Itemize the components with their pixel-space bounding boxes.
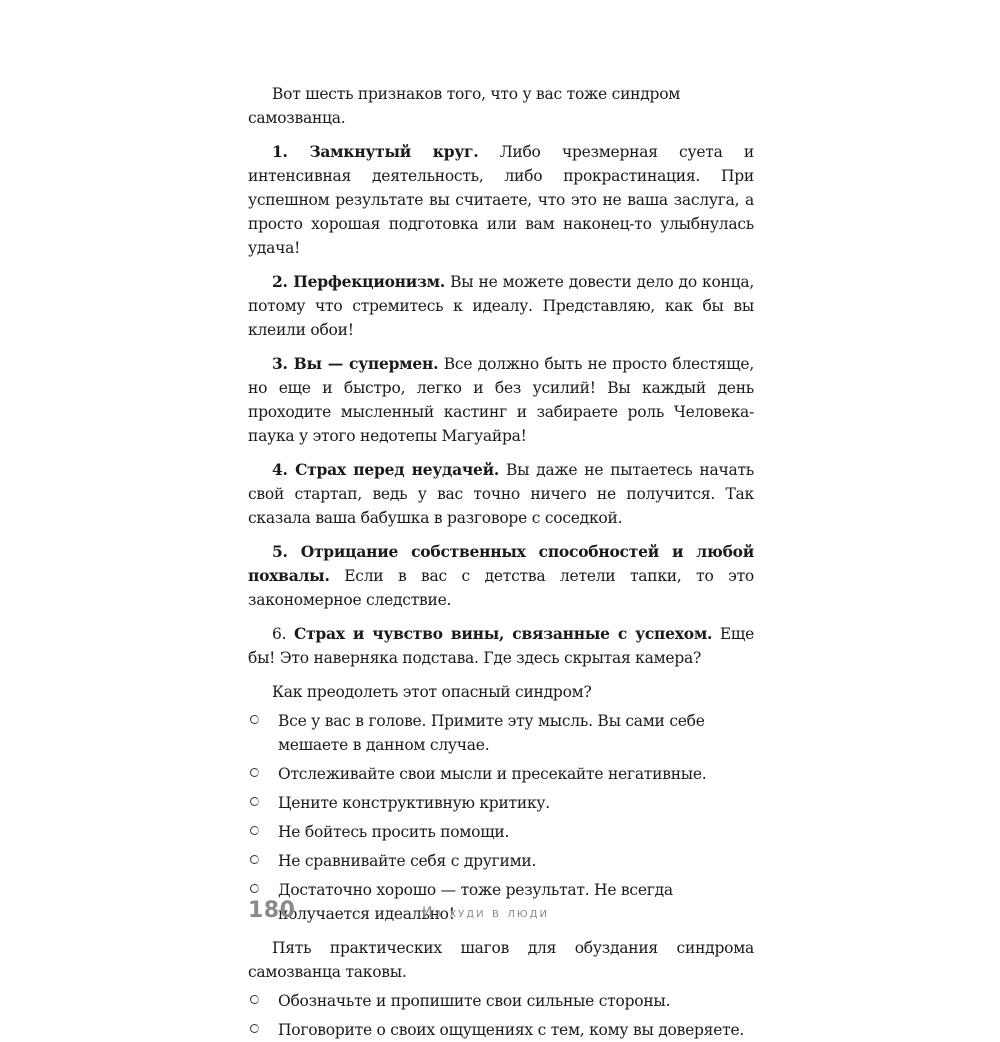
sign-3-title: 3. Вы — супермен. [272,354,439,373]
sign-4-text: Вы даже не пытаетесь начать свой стартап, ведь у вас точно ничего не получится. Так сказала ваша бабушка в разговоре с соседкой. [248,461,754,527]
sign-4-paragraph [248,458,754,530]
page-footer [248,898,754,934]
list-item-text: Не бойтесь просить помощи. [278,823,510,841]
overcome-question: Как преодолеть этот опасный синдром? [272,683,592,701]
circle-bullet-icon [250,826,259,835]
sign-6-title: Страх и чувство вины, связанные с успехом. [293,624,713,643]
list-item [248,820,754,844]
list-item [248,791,754,815]
circle-bullet-icon [250,1024,259,1033]
circle-bullet-icon [250,884,259,893]
list-item-text: Достаточно хорошо — тоже результат. Не всегда получается идеально! [278,881,673,923]
list-item-text: Обозначьте и пропишите свои сильные стороны. [278,992,671,1010]
circle-bullet-icon [250,715,259,724]
circle-bullet-icon [250,797,259,806]
sign-6-paragraph [248,622,754,670]
list-item [248,849,754,873]
list-item-text: Цените конструктивную критику. [278,794,550,812]
page-number: 180 [248,898,296,923]
list-item [248,709,754,757]
sign-5-text: Если в вас с детства летели тапки, то это закономерное следствие. [248,567,754,609]
list-item [248,762,754,786]
list-item-text: Не сравнивайте себя с другими. [278,852,537,870]
sign-6-text: Еще бы! Это наверняка подстава. Где здесь скрытая камера? [248,625,755,667]
sign-2-text: Вы не можете довести дело до конца, потому что стремитесь к идеалу. Представляю, как бы вы клеили обои! [248,273,755,339]
sign-6-prefix: 6. [272,625,294,643]
sign-1-text: Либо чрезмерная суета и интенсивная деятельность, либо прокрастинация. При успешном результате вы считаете, что это не ваша заслуга, а просто хорошая подготовка или вам наконец-то улыбнулась удача! [248,143,754,257]
list-item-text: Поговорите о своих ощущениях с тем, кому вы доверяете. [278,1021,745,1039]
steps-intro: Пять практических шагов для обуздания синдрома самозванца таковы. [248,939,754,981]
sign-2-paragraph [248,270,754,342]
running-title: Из худи в люди [422,905,549,921]
sign-5-paragraph [248,540,754,612]
sign-5-title: 5. Отрицание собственных способностей и любой похвалы. [248,542,754,585]
sign-2-title: 2. Перфекционизм. [272,272,446,291]
intro-paragraph: Вот шесть признаков того, что у вас тоже синдром самозванца. [248,85,681,127]
circle-bullet-icon [250,768,259,777]
list-item-text: Все у вас в голове. Примите эту мысль. Вы сами себе мешаете в данном случае. [278,712,705,754]
sign-4-title: 4. Страх перед неудачей. [272,460,500,479]
overcome-list [248,709,754,926]
circle-bullet-icon [250,855,259,864]
steps-list [248,989,754,1042]
list-item [248,989,754,1013]
list-item-text: Отслеживайте свои мысли и пресекайте негативные. [278,765,707,783]
sign-1-title: 1. Замкнутый круг. [272,142,479,161]
sign-3-text: Все должно быть не просто блестяще, но еще и быстро, легко и без усилий! Вы каждый день проходите мысленный кастинг и забираете роль Человека-паука у этого недотепы Магуайра! [248,355,755,445]
list-item [248,1018,754,1042]
sign-3-paragraph [248,352,754,448]
sign-1-paragraph [248,140,754,260]
